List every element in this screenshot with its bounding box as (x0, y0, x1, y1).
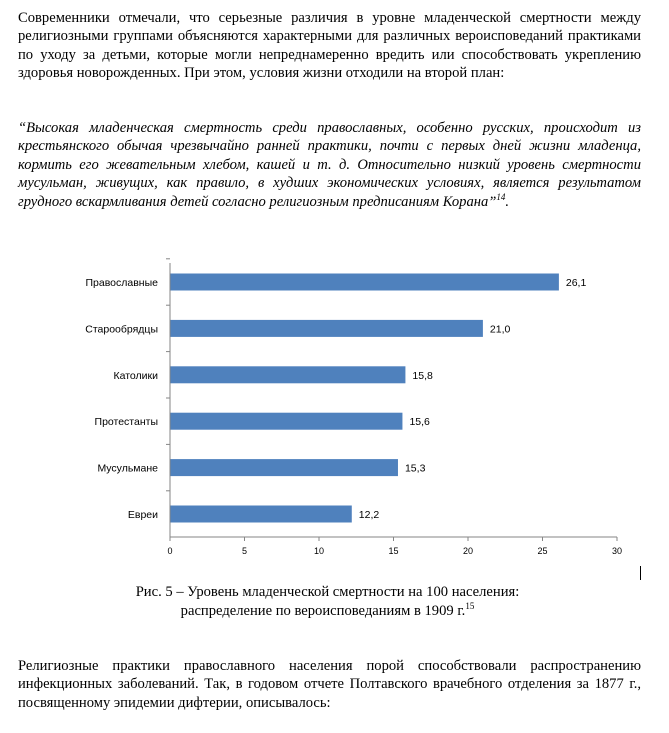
text-cursor (640, 566, 641, 580)
category-label-5: Евреи (127, 509, 158, 521)
value-label-5: 12,2 (358, 509, 380, 521)
category-label-0: Православные (85, 277, 158, 289)
quote-text: “Высокая младенческая смертность среди православных, особенно русских, происходит из крестьянского обычая чрезвычайно ранней практики, почти с первых дней жизни младенца, кормить его жевательным хлебом, кашей и т. д. Относительно низкий уровень смертности мусульман, живущих, как правило, в худших экономических условиях, является результатом грудного вскармливания детей согласно религиозным предписаниям Корана” (18, 120, 641, 210)
quote-footnote-ref: 14 (496, 191, 506, 202)
x-tick-label-1: 5 (241, 546, 248, 556)
bar-5 (170, 506, 352, 523)
category-label-4: Мусульмане (97, 462, 158, 475)
x-tick-label-0: 0 (167, 546, 173, 556)
x-tick-label-6: 30 (611, 546, 623, 556)
quote-paragraph (18, 119, 641, 211)
quote-end-punct: . (505, 193, 510, 210)
bar-1 (170, 320, 483, 337)
value-label-0: 26,1 (565, 277, 587, 289)
category-label-3: Протестанты (94, 416, 158, 429)
bar-0 (170, 274, 559, 291)
figure-caption (0, 583, 655, 621)
value-label-4: 15,3 (404, 462, 426, 475)
x-tick-label-3: 15 (388, 546, 399, 556)
bar-3 (170, 413, 402, 430)
category-label-1: Старообрядцы (85, 323, 158, 336)
bar-4 (170, 459, 398, 476)
x-tick-label-2: 10 (313, 546, 325, 556)
closing-paragraph: Религиозные практики православного населения порой способствовали распространению инфекционных заболеваний. Так, в годовом отчете Полтавского врачебного отделения за 1877 г., посвященному эпидемии дифтерии, описывалось: (18, 658, 641, 711)
intro-paragraph: Современники отмечали, что серьезные различия в уровне младенческой смертности между религиозными группами объясняются характерными для различных вероисповеданий практиками по уходу за детьми, которые могли непреднамеренно вредить или способствовать укреплению здоровья новорожденных. При этом, условия жизни отходили на второй план: (18, 10, 641, 82)
category-label-2: Католики (113, 369, 158, 382)
caption-line-1: Рис. 5 – Уровень младенческой смертности на 100 населения: (135, 584, 520, 600)
x-tick-label-5: 25 (537, 546, 548, 556)
caption-line-2 (0, 602, 655, 621)
caption-footnote-ref: 15 (465, 601, 475, 612)
bar-2 (170, 366, 405, 383)
caption-line-2-text: распределение по вероисповеданиям в 1909 г. (180, 603, 466, 619)
value-label-1: 21,0 (489, 323, 511, 336)
value-label-3: 15,6 (409, 416, 430, 429)
mortality-bar-chart (0, 255, 669, 565)
x-tick-label-4: 20 (462, 546, 474, 556)
value-label-2: 15,8 (412, 369, 433, 382)
